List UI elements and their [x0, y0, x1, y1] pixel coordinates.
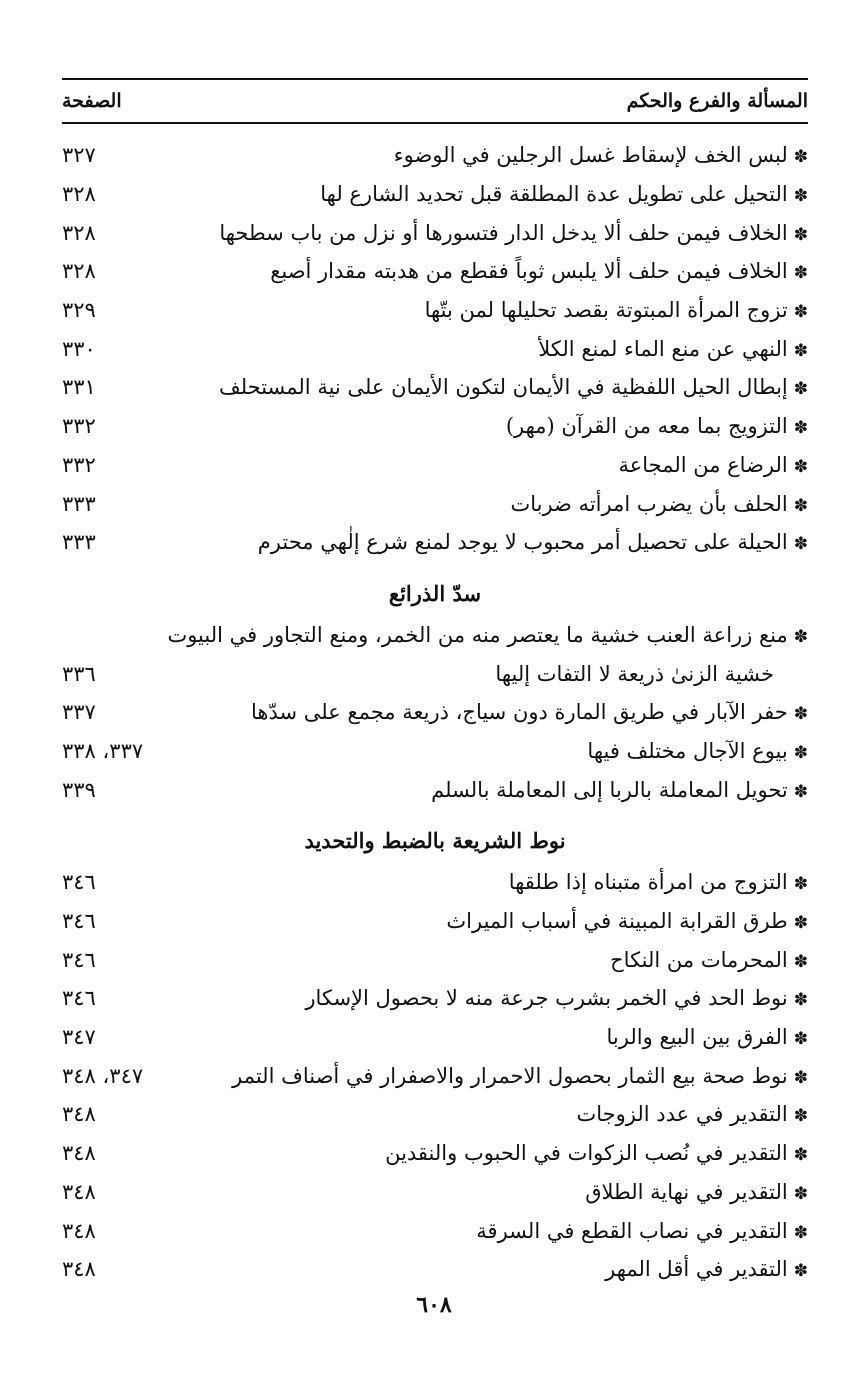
list-item [62, 252, 808, 291]
list-item [62, 1134, 808, 1173]
entry-text: إبطال الحيل اللفظية في الأيمان لتكون الأيمان على نية المستحلف [218, 375, 788, 400]
bullet-icon: ✽ [793, 224, 808, 245]
entry-page: ٣٢٧ [62, 143, 96, 168]
bullet-icon: ✽ [793, 1067, 808, 1088]
entry-page: ٣٤٦ [62, 947, 96, 972]
list-item [62, 1250, 808, 1289]
entry-text: لبس الخف لإسقاط غسل الرجلين في الوضوء [393, 143, 788, 168]
list-item [62, 213, 808, 252]
bullet-icon: ✽ [793, 186, 808, 207]
list-item [62, 732, 808, 771]
list-item [62, 175, 808, 214]
entry-text: الخلاف فيمن حلف ألا يلبس ثوباً فقطع من هدبته مقدار أصبع [270, 259, 788, 284]
section-title-sadd-al-dharai: سدّ الذرائع [388, 580, 482, 606]
entry-page: ٣٤٨ [62, 1257, 96, 1282]
entry-text: المحرمات من النكاح [610, 947, 788, 972]
bullet-icon: ✽ [793, 874, 808, 895]
bullet-icon: ✽ [793, 418, 808, 439]
list-item [62, 1211, 808, 1250]
entry-page: ٣٤٨ [62, 1141, 96, 1166]
entry-page: ٣٣٢ [62, 452, 96, 477]
column-page-header: الصفحة [62, 90, 122, 112]
entry-text: التقدير في أقل المهر [605, 1257, 788, 1282]
entry-text: نوط صحة بيع الثمار بحصول الاحمرار والاصفرار في أصناف التمر [232, 1063, 788, 1088]
entry-page: ٣٣٠ [62, 336, 96, 361]
entries-list-c [62, 863, 808, 1289]
entry-page: ٣٤٦ [62, 986, 96, 1011]
entry-page: ٣٣٧، ٣٣٨ [62, 738, 144, 763]
list-item [62, 1173, 808, 1212]
entry-page: ٣٤٦ [62, 909, 96, 934]
index-page [62, 78, 808, 1289]
bullet-icon: ✽ [793, 1029, 808, 1050]
entry-page: ٣٣١ [62, 375, 96, 400]
bullet-icon: ✽ [793, 951, 808, 972]
column-title-header: المسألة والفرع والحكم [626, 90, 808, 112]
list-item [62, 693, 808, 732]
entry-text: بيوع الآجال مختلف فيها [587, 738, 788, 763]
bullet-icon: ✽ [793, 1261, 808, 1282]
list-item [62, 446, 808, 485]
entry-text: التقدير في نهاية الطلاق [585, 1179, 788, 1204]
bullet-icon: ✽ [793, 456, 808, 477]
list-item [62, 523, 808, 562]
entry-page: ٣٢٩ [62, 298, 96, 323]
bullet-icon: ✽ [793, 1222, 808, 1243]
list-item [62, 1056, 808, 1095]
entry-page: ٣٢٨ [62, 259, 96, 284]
entry-page: ٣٣٣ [62, 491, 96, 516]
list-item [62, 1095, 808, 1134]
entry-page: ٣٢٨ [62, 182, 96, 207]
entry-text: الحيلة على تحصيل أمر محبوب لا يوجد لمنع شرع إلٰهي محترم [257, 530, 788, 555]
entry-page: ٣٣٢ [62, 414, 96, 439]
list-item [62, 616, 808, 655]
entry-text: تحويل المعاملة بالربا إلى المعاملة بالسلم [431, 777, 788, 802]
entry-text: النهي عن منع الماء لمنع الكلأ [538, 336, 788, 361]
entry-text: الفرق بين البيع والربا [606, 1025, 788, 1050]
entry-text: التزوج من امرأة متبناه إذا طلقها [508, 870, 788, 895]
list-item [62, 940, 808, 979]
entry-text: الرضاع من المجاعة [618, 452, 788, 477]
bullet-icon: ✽ [793, 704, 808, 725]
list-item [62, 291, 808, 330]
entry-page: ٣٣٩ [62, 777, 96, 802]
entry-text: طرق القرابة المبينة في أسباب الميراث [446, 909, 788, 934]
list-item [62, 407, 808, 446]
entry-text: التحيل على تطويل عدة المطلقة قبل تحديد الشارع لها [320, 182, 788, 207]
list-item [62, 1018, 808, 1057]
bullet-icon: ✽ [793, 913, 808, 934]
entry-text: منع زراعة العنب خشية ما يعتصر منه من الخمر، ومنع التجاور في البيوت [167, 622, 788, 647]
bullet-icon: ✽ [793, 147, 808, 168]
entry-page: ٣٤٨ [62, 1179, 96, 1204]
list-item [62, 368, 808, 407]
list-item [62, 979, 808, 1018]
entry-page: ٣٤٧، ٣٤٨ [62, 1063, 144, 1088]
entries-list-a [62, 136, 808, 562]
table-header [62, 80, 808, 122]
list-item [62, 902, 808, 941]
list-item-continuation [62, 654, 808, 693]
bullet-icon: ✽ [793, 990, 808, 1011]
entry-text: التقدير في عدد الزوجات [576, 1102, 788, 1127]
bullet-icon: ✽ [793, 1183, 808, 1204]
list-item [62, 329, 808, 368]
bullet-icon: ✽ [793, 626, 808, 647]
entry-page: ٣٤٧ [62, 1025, 96, 1050]
entry-page: ٣٣٦ [62, 661, 96, 686]
entry-page: ٣٤٨ [62, 1102, 96, 1127]
header-bottom-rule [62, 122, 808, 124]
bullet-icon: ✽ [793, 1145, 808, 1166]
list-item [62, 484, 808, 523]
bullet-icon: ✽ [793, 534, 808, 555]
bullet-icon: ✽ [793, 495, 808, 516]
bullet-icon: ✽ [793, 340, 808, 361]
entry-page: ٣٤٦ [62, 870, 96, 895]
entries-list-b [62, 693, 808, 809]
bullet-icon: ✽ [793, 379, 808, 400]
entry-text: نوط الحد في الخمر بشرب جرعة منه لا بحصول الإسكار [305, 986, 788, 1011]
bullet-icon: ✽ [793, 263, 808, 284]
list-item [62, 136, 808, 175]
entry-page: ٣٣٣ [62, 530, 96, 555]
entry-text: حفر الآبار في طريق المارة دون سياج، ذريعة مجمع على سدّها [250, 700, 788, 725]
entry-page: ٣٣٧ [62, 700, 96, 725]
entry-page: ٣٢٨ [62, 220, 96, 245]
bullet-icon: ✽ [793, 1106, 808, 1127]
entry-text: التقدير في نُصب الزكوات في الحبوب والنقدين [385, 1141, 788, 1166]
entry-text: الحلف بأن يضرب امرأته ضربات [510, 491, 788, 516]
entry-text: تزوج المرأة المبتوتة بقصد تحليلها لمن بتّها [424, 298, 788, 323]
entry-text: التزويج بما معه من القرآن (مهر) [505, 414, 788, 439]
page-number: ٦٠٨ [416, 1292, 452, 1318]
list-item [62, 863, 808, 902]
bullet-icon: ✽ [793, 742, 808, 763]
list-item [62, 770, 808, 809]
bullet-icon: ✽ [793, 781, 808, 802]
section-title-nawt-al-shariah: نوط الشريعة بالضبط والتحديد [304, 828, 566, 853]
entry-page: ٣٤٨ [62, 1218, 96, 1243]
entry-text: التقدير في نصاب القطع في السرقة [476, 1218, 788, 1243]
entry-text: الخلاف فيمن حلف ألا يدخل الدار فتسورها أو نزل من باب سطحها [219, 220, 788, 245]
entry-text: خشية الزنىٰ ذريعة لا التفات إليها [495, 661, 774, 686]
bullet-icon: ✽ [793, 302, 808, 323]
